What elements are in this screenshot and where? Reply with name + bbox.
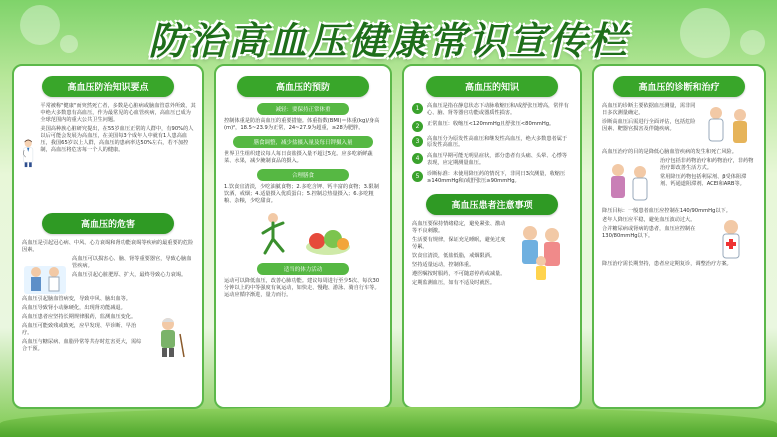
column-diagnosis-treatment [592,64,766,409]
paragraph: 1.饮食宜清淡，少吃油腻食物；2.多吃含钾、钙丰富的食物；3.限制饮酒，戒烟；4.适量摄入优质蛋白；5.控制总热量摄入；6.多吃粗粮、杂粮，少吃甜食。 [224,184,379,204]
knowledge-list [412,103,572,184]
list-item: 高血压要保持情绪稳定，避免紧张、激动等不良刺激。 [412,221,506,235]
patient-illustration [22,256,68,296]
grass-footer [0,407,777,437]
subsection-header: 适当的体力活动 [257,263,349,275]
paragraph: 控制体重是防治高血压的重要措施。体重指数(BMI)＝体重(kg)/身高(m)²，18.5~23.9为正常，24~27.9为超重，≥28为肥胖。 [224,118,380,131]
doctor-illustration [20,103,36,203]
list-item: 饮食宜清淡，低盐低脂，戒烟限酒。 [412,253,496,260]
list-item: 高血压导致肾小动脉硬化，出现肾功能减退。 [22,305,126,311]
subsection-header: 减轻：要保持正常体重 [257,103,349,115]
list-item: 坚持适量运动，控制体重。 [412,262,475,269]
list-item: 高血压患者应坚持长期规律服药，监测血压变化。 [22,314,137,320]
section-header: 高血压的危害 [42,213,174,234]
list-item: 老年人降压应平稳，避免血压波动过大。 [602,217,696,223]
elderly-illustration [148,314,194,358]
section-header: 高血压的诊断和治疗 [613,76,745,97]
column-knowledge [402,64,582,409]
section-header: 高血压的预防 [237,76,369,97]
list-item: 降压治疗需长期坚持，患者应定期复诊，调整治疗方案。 [602,261,732,267]
paragraph: 运动可以降低血压，改善心肺功能。建议每周进行至少5次、每次30分钟以上的中等强度有氧运动，如快走、慢跑、游泳、骑自行车等。运动应循序渐进，量力而行。 [224,278,380,298]
subsection-header: 合理膳食 [257,169,349,181]
bullet-number: 4 [412,153,423,164]
list-item: 高血压引起心脏肥厚、扩大，最终导致心力衰竭。 [72,272,187,278]
list-item: 遵医嘱按时服药，不可随意停药或减量。 [412,271,506,278]
bullet-number: 1 [412,103,423,114]
poster-title: 防治高血压健康常识宣传栏 [148,19,629,63]
family-illustration [512,221,572,291]
paragraph: 世界卫生组织建议每人每日食盐摄入量不超过5克。应多吃新鲜蔬菜、水果，减少腌制食品的摄入。 [224,151,373,164]
harm-list [14,240,202,358]
list-item: 高血压治疗的目的是降低心脑血管疾病的发生和死亡风险。 [602,149,737,155]
paragraph: 平常被称"健康"而突然死亡者，多数是心脏病或脑血管意外所致，其中绝大多数患有高血压，作为最常见的心血管疾病，高血压已成为全球范围内的重大公共卫生问题。 [40,103,196,123]
list-item: 高血压的诊断主要依据血压测量，需非同日多次测量确定。 [602,103,696,116]
list-item: 高血压可以损害心、脑、肾等重要器官，导致心脑血管疾病。 [72,256,192,269]
list-item: 4 高血压早期可能无明显症状，部分患者有头痛、头晕、心悸等表现，应定期测量血压。 [412,153,572,167]
subsection-header: 膳食调整，减少盐摄入量及每日钾摄入量 [233,136,373,148]
list-item: 高血压引起脑血管病变，导致中风、脑出血等。 [22,296,131,302]
list-item: 3 高血压分为原发性高血压和继发性高血压，绝大多数患者属于原发性高血压。 [412,136,572,150]
column-prevention-basics [12,64,204,409]
list-item: 诊断高血压后需进行全面评估，包括危险因素、靶器官损害及伴随疾病。 [602,119,696,132]
section-header: 高血压的知识 [426,76,558,97]
notes-list [412,221,508,291]
column-prevention [214,64,392,409]
list-item: 定期监测血压，如有不适及时就医。 [412,280,496,287]
bullet-number: 2 [412,121,423,132]
list-item: 高血压是引起冠心病、中风、心力衰竭和肾功能衰竭等疾病的最重要的危险因素。 [22,240,194,253]
list-item: 生活要有规律，保证充足睡眠，避免过度劳累。 [412,237,506,251]
list-item: 2 正常血压：收缩压<120mmHg且舒张压<80mmHg。 [412,121,572,132]
list-item: 1 高血压是指在静息状态下动脉收缩压和/或舒张压增高，常伴有心、脑、肾等器官功能或器质性损害。 [412,103,572,117]
section-header: 高血压患者注意事项 [426,194,558,215]
vegetables-illustration [303,211,353,257]
list-item: 高血压与糖尿病、血脂异常等共存时危害更大，需综合干预。 [22,339,142,352]
paragraph: 美国高种族心脏研究提出，在55岁血压正常的人群中，有90%的人以后可能会发展为高血压，在美国每3个成年人中就有1人患高血压，我国65岁以上人群，高血压的患病率达50%左右，若不加控制，高血压将危害每一个人的健康。 [40,126,194,153]
section-header: 高血压防治知识要点 [42,76,174,97]
nurse-illustration [706,217,756,261]
bullet-number: 3 [412,136,423,147]
list-item: 高血压可能致残或致死，应早发现、早诊断、早治疗。 [22,323,137,336]
list-item: 降压目标：一般患者血压应控制在140/90mmHg以下。 [602,208,731,214]
list-item: 常用降压药物包括利尿剂、β受体阻滞剂、钙通道阻滞剂、ACEI和ARB等。 [660,174,747,187]
diagnosis-list [594,103,764,268]
running-figure-illustration [253,211,293,257]
list-item: 合并糖尿病或肾病的患者，血压应控制在130/80mmHg以下。 [602,226,696,239]
list-item: 5 诊断标准：未使用降压药的情况下，非同日3次测量，收缩压≥140mmHg和/或舒张压≥90mmHg。 [412,171,572,185]
doctor-patient-illustration [702,103,756,149]
bullet-number: 5 [412,171,423,182]
list-item: 治疗包括非药物治疗和药物治疗，非药物治疗即改善生活方式。 [660,158,754,171]
checkup-illustration [602,158,656,208]
intro-text [36,103,196,203]
